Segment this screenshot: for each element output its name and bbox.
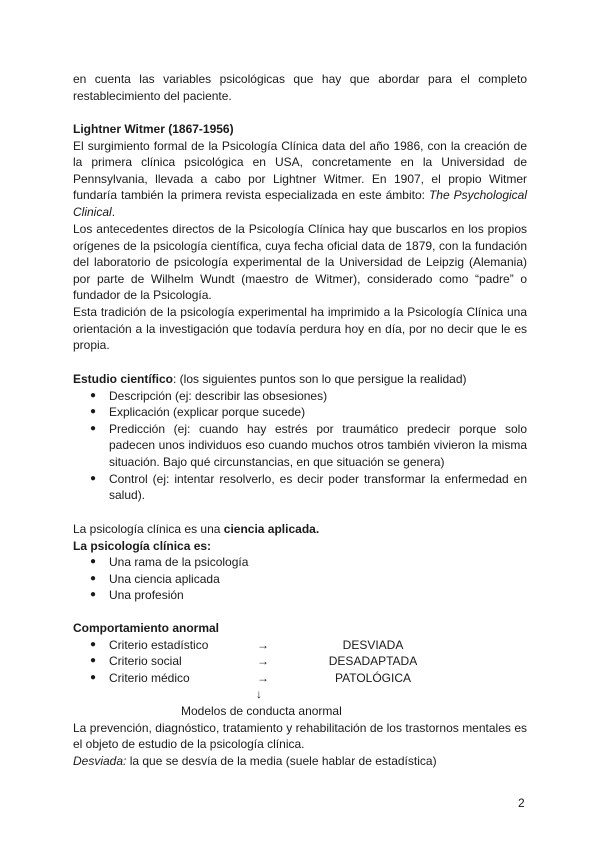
- witmer-section: [73, 121, 527, 221]
- criterio-label: Criterio estadístico: [109, 637, 209, 652]
- bullet-icon: ●: [90, 671, 97, 683]
- antecedentes-section: [73, 221, 527, 354]
- antecedentes-paragraph-1: Los antecedentes directos de la Psicología Clínica hay que buscarlos en los propios orígenes de la psicología científica, cuya fecha oficial data de 1879, con la fundación del laboratorio de psicología experimental de la Universidad de Leipzig (Alemania) por parte de Wilhelm Wundt (maestro de Witmer), considerado como “padre” o fundador de la Psicología.: [73, 222, 527, 303]
- list-item-text: Descripción (ej: describir las obsesiones): [109, 388, 328, 403]
- estudio-intro: [73, 371, 527, 388]
- right-arrow-icon: →: [257, 670, 269, 685]
- desviada-text: la que se desvía de la media (suele hablar de estadística): [126, 753, 437, 768]
- list-item: [73, 404, 527, 421]
- bullet-icon: ●: [90, 422, 97, 434]
- right-arrow-icon: →: [257, 654, 269, 669]
- criterio-row: [73, 670, 527, 687]
- witmer-journal: The Psychological Clinical: [73, 188, 527, 219]
- witmer-end: .: [111, 204, 116, 219]
- anormal-heading: Comportamiento anormal: [73, 621, 220, 635]
- estudio-list: [73, 388, 527, 504]
- aplicada-bold: ciencia aplicada.: [223, 522, 320, 536]
- list-item: [73, 421, 527, 471]
- criterio-label: Criterio social: [109, 654, 182, 669]
- down-arrow-icon: ↓: [256, 687, 262, 702]
- criterio-result: DESVIADA: [342, 637, 404, 652]
- list-item: [73, 471, 527, 504]
- aplicada-line: [73, 521, 527, 538]
- list-item: [73, 554, 527, 571]
- es-list: [73, 554, 527, 604]
- list-item-text: Predicción (ej: cuando hay estrés por traumático predecir porque solo padecen unos individuos eso cuando muchos otros también vivieron la misma situación. Bajo qué circunstancias, en que situación se genera): [109, 421, 527, 469]
- list-item: [73, 587, 527, 604]
- bullet-icon: ●: [90, 638, 97, 650]
- aplicada-section: [73, 521, 527, 604]
- list-item-text: Una profesión: [109, 588, 184, 603]
- bullet-icon: ●: [90, 655, 97, 667]
- right-arrow-icon: →: [257, 637, 269, 652]
- desviada-label: Desviada:: [73, 753, 127, 768]
- list-item-text: Explicación (explicar porque sucede): [109, 405, 306, 420]
- list-item-text: Una rama de la psicología: [109, 555, 249, 570]
- list-item-text: Una ciencia aplicada: [109, 571, 220, 586]
- es-heading: La psicología clínica es:: [73, 538, 212, 553]
- criterio-result: PATOLÓGICA: [334, 670, 412, 685]
- bullet-icon: ●: [90, 572, 97, 584]
- modelos-row: [73, 703, 527, 720]
- page-number: 2: [518, 796, 525, 810]
- criterio-row: [73, 637, 527, 654]
- witmer-heading: Lightner Witmer (1867-1956): [73, 122, 234, 136]
- witmer-text: El surgimiento formal de la Psicología Clínica data del año 1986, con la creación de la primera clínica psicológica en USA, concretamente en la Universidad de Pennsylvania, llevada a cabo por Lightner Witmer. En 1907, el propio Witmer fundaría también la primera revista especializada en este ámbito:: [73, 138, 527, 203]
- bullet-icon: ●: [90, 472, 97, 484]
- witmer-paragraph: [73, 138, 527, 221]
- down-arrow-row: [73, 686, 527, 703]
- prevencion-paragraph: La prevención, diagnóstico, tratamiento y rehabilitación de los trastornos mentales es el objeto de estudio de la psicología clínica.: [73, 720, 527, 752]
- estudio-rest: : (los siguientes puntos son lo que persigue la realidad): [173, 372, 467, 386]
- estudio-label: Estudio científico: [73, 372, 174, 386]
- intro-continuation: en cuenta las variables psicológicas que hay que abordar para el completo restablecimiento del paciente.: [73, 72, 527, 103]
- bullet-icon: ●: [90, 589, 97, 601]
- bullet-icon: ●: [90, 556, 97, 568]
- antecedentes-paragraph-2: Esta tradición de la psicología experimental ha imprimido a la Psicología Clínica una orientación a la investigación que todavía perdura hoy en día, por no decir que le es propia.: [73, 304, 527, 353]
- bullet-icon: ●: [90, 389, 97, 401]
- criterio-row: [73, 653, 527, 670]
- estudio-section: [73, 371, 527, 504]
- criterio-label: Criterio médico: [109, 670, 190, 685]
- list-item: [73, 571, 527, 588]
- criterio-result: DESADAPTADA: [328, 654, 418, 669]
- list-item-text: Control (ej: intentar resolverlo, es decir poder transformar la enfermedad en salud).: [109, 471, 527, 503]
- desviada-definition: [73, 753, 527, 770]
- modelos-label: Modelos de conducta anormal: [181, 703, 342, 718]
- anormal-section: [73, 620, 527, 769]
- aplicada-pre: La psicología clínica es una: [73, 522, 224, 536]
- bullet-icon: ●: [90, 406, 97, 418]
- list-item: [73, 388, 527, 405]
